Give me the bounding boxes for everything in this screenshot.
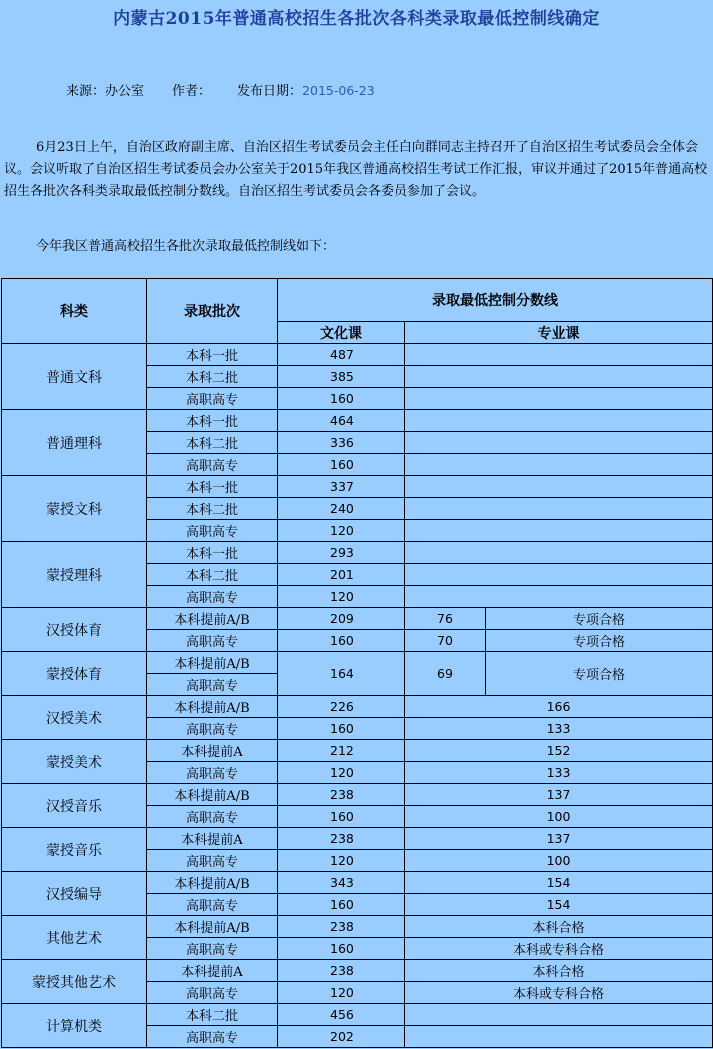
batch-cell: 高职高专 (147, 388, 278, 410)
culture-cell: 293 (278, 542, 405, 564)
table-row (2, 960, 713, 982)
batch-cell: 高职高专 (147, 894, 278, 916)
major-cell: 133 (405, 762, 713, 784)
major-cell: 137 (405, 784, 713, 806)
culture-cell: 164 (278, 652, 405, 696)
major-cell: 100 (405, 850, 713, 872)
batch-cell: 本科提前A/B (147, 872, 278, 894)
major-note-cell: 专项合格 (486, 608, 713, 630)
category-cell: 蒙授文科 (2, 476, 147, 542)
major-note-cell: 专项合格 (486, 630, 713, 652)
major-cell (405, 520, 713, 542)
major-cell: 137 (405, 828, 713, 850)
major-cell (405, 542, 713, 564)
date-label: 发布日期： (237, 84, 303, 99)
major-cell (405, 1004, 713, 1026)
culture-cell: 160 (278, 718, 405, 740)
batch-cell: 高职高专 (147, 938, 278, 960)
table-row (2, 1004, 713, 1026)
score-table (1, 278, 713, 1048)
major-cell (405, 432, 713, 454)
culture-cell: 120 (278, 850, 405, 872)
table-row (2, 344, 713, 366)
batch-cell: 高职高专 (147, 718, 278, 740)
major-cell: 本科合格 (405, 916, 713, 938)
header-major: 专业课 (405, 322, 713, 344)
batch-cell: 本科一批 (147, 410, 278, 432)
batch-cell: 本科提前A (147, 960, 278, 982)
body-paragraph-2: 今年我区普通高校招生各批次录取最低控制线如下： (36, 239, 336, 254)
batch-cell: 本科提前A/B (147, 652, 278, 674)
category-cell: 蒙授体育 (2, 652, 147, 696)
page-title: 内蒙古2015年普通高校招生各批次各科类录取最低控制线确定 (113, 9, 600, 29)
culture-cell: 160 (278, 630, 405, 652)
culture-cell: 238 (278, 828, 405, 850)
major-cell: 166 (405, 696, 713, 718)
culture-cell: 385 (278, 366, 405, 388)
culture-cell: 160 (278, 454, 405, 476)
table-row (2, 696, 713, 718)
category-cell: 汉授编导 (2, 872, 147, 916)
culture-cell: 160 (278, 894, 405, 916)
culture-cell: 212 (278, 740, 405, 762)
major-score-cell: 70 (405, 630, 486, 652)
header-category: 科类 (2, 279, 147, 344)
culture-cell: 160 (278, 388, 405, 410)
culture-cell: 120 (278, 762, 405, 784)
culture-cell: 160 (278, 806, 405, 828)
category-cell: 其他艺术 (2, 916, 147, 960)
category-cell: 蒙授其他艺术 (2, 960, 147, 1004)
category-cell: 普通理科 (2, 410, 147, 476)
culture-cell: 238 (278, 784, 405, 806)
culture-cell: 120 (278, 586, 405, 608)
major-cell (405, 586, 713, 608)
table-row (2, 784, 713, 806)
major-cell: 100 (405, 806, 713, 828)
major-score-cell: 76 (405, 608, 486, 630)
category-cell: 普通文科 (2, 344, 147, 410)
major-cell (405, 1026, 713, 1048)
major-cell: 本科或专科合格 (405, 982, 713, 1004)
batch-cell: 本科二批 (147, 564, 278, 586)
major-cell (405, 344, 713, 366)
major-cell: 152 (405, 740, 713, 762)
major-cell: 133 (405, 718, 713, 740)
batch-cell: 高职高专 (147, 762, 278, 784)
table-row (2, 828, 713, 850)
major-cell (405, 476, 713, 498)
culture-cell: 120 (278, 982, 405, 1004)
batch-cell: 本科二批 (147, 366, 278, 388)
batch-cell: 本科二批 (147, 432, 278, 454)
culture-cell: 238 (278, 916, 405, 938)
major-cell: 本科合格 (405, 960, 713, 982)
table-row (2, 740, 713, 762)
category-cell: 蒙授美术 (2, 740, 147, 784)
source-value: 办公室 (105, 84, 145, 99)
batch-cell: 本科二批 (147, 498, 278, 520)
culture-cell: 120 (278, 520, 405, 542)
major-cell: 154 (405, 894, 713, 916)
culture-cell: 226 (278, 696, 405, 718)
header-batch: 录取批次 (147, 279, 278, 344)
culture-cell: 456 (278, 1004, 405, 1026)
batch-cell: 本科二批 (147, 1004, 278, 1026)
major-score-cell: 69 (405, 652, 486, 696)
header-culture: 文化课 (278, 322, 405, 344)
category-cell: 汉授美术 (2, 696, 147, 740)
batch-cell: 高职高专 (147, 806, 278, 828)
culture-cell: 337 (278, 476, 405, 498)
batch-cell: 本科提前A (147, 740, 278, 762)
batch-cell: 高职高专 (147, 674, 278, 696)
table-row (2, 608, 713, 630)
category-cell: 蒙授音乐 (2, 828, 147, 872)
culture-cell: 160 (278, 938, 405, 960)
major-cell (405, 410, 713, 432)
major-cell (405, 388, 713, 410)
category-cell: 蒙授理科 (2, 542, 147, 608)
batch-cell: 本科一批 (147, 344, 278, 366)
publish-date: 2015-06-23 (302, 83, 375, 98)
major-note-cell: 专项合格 (486, 652, 713, 696)
batch-cell: 本科提前A/B (147, 608, 278, 630)
culture-cell: 336 (278, 432, 405, 454)
batch-cell: 本科一批 (147, 476, 278, 498)
batch-cell: 高职高专 (147, 520, 278, 542)
culture-cell: 202 (278, 1026, 405, 1048)
source-label: 来源： (66, 84, 106, 99)
table-row (2, 916, 713, 938)
culture-cell: 487 (278, 344, 405, 366)
table-row (2, 476, 713, 498)
major-cell (405, 454, 713, 476)
category-cell: 计算机类 (2, 1004, 147, 1048)
batch-cell: 本科提前A (147, 828, 278, 850)
culture-cell: 464 (278, 410, 405, 432)
body-paragraph-1: 6月23日上午，自治区政府副主席、自治区招生考试委员会主任白向群同志主持召开了自治区招生考试委员会全体会议。会议听取了自治区招生考试委员会办公室关于2015年我区普通高校招生考试工作汇报，审议并通过了2015年普通高校招生各批次各科类录取最低控制分数线。自治区招生考试委员会各委员参加了会议。 (4, 140, 708, 199)
batch-cell: 高职高专 (147, 586, 278, 608)
batch-cell: 高职高专 (147, 1026, 278, 1048)
table-row (2, 652, 713, 674)
major-cell (405, 564, 713, 586)
culture-cell: 343 (278, 872, 405, 894)
category-cell: 汉授音乐 (2, 784, 147, 828)
table-row (2, 872, 713, 894)
article-meta (66, 80, 375, 99)
batch-cell: 高职高专 (147, 850, 278, 872)
table-row (2, 410, 713, 432)
major-cell (405, 498, 713, 520)
batch-cell: 本科一批 (147, 542, 278, 564)
major-cell (405, 366, 713, 388)
major-cell: 本科或专科合格 (405, 938, 713, 960)
table-row (2, 542, 713, 564)
batch-cell: 高职高专 (147, 630, 278, 652)
batch-cell: 本科提前A/B (147, 916, 278, 938)
culture-cell: 201 (278, 564, 405, 586)
culture-cell: 209 (278, 608, 405, 630)
culture-cell: 240 (278, 498, 405, 520)
batch-cell: 本科提前A/B (147, 784, 278, 806)
batch-cell: 高职高专 (147, 454, 278, 476)
batch-cell: 高职高专 (147, 982, 278, 1004)
author-label: 作者： (172, 84, 212, 99)
header-score: 录取最低控制分数线 (278, 279, 713, 322)
culture-cell: 238 (278, 960, 405, 982)
batch-cell: 本科提前A/B (147, 696, 278, 718)
major-cell: 154 (405, 872, 713, 894)
category-cell: 汉授体育 (2, 608, 147, 652)
